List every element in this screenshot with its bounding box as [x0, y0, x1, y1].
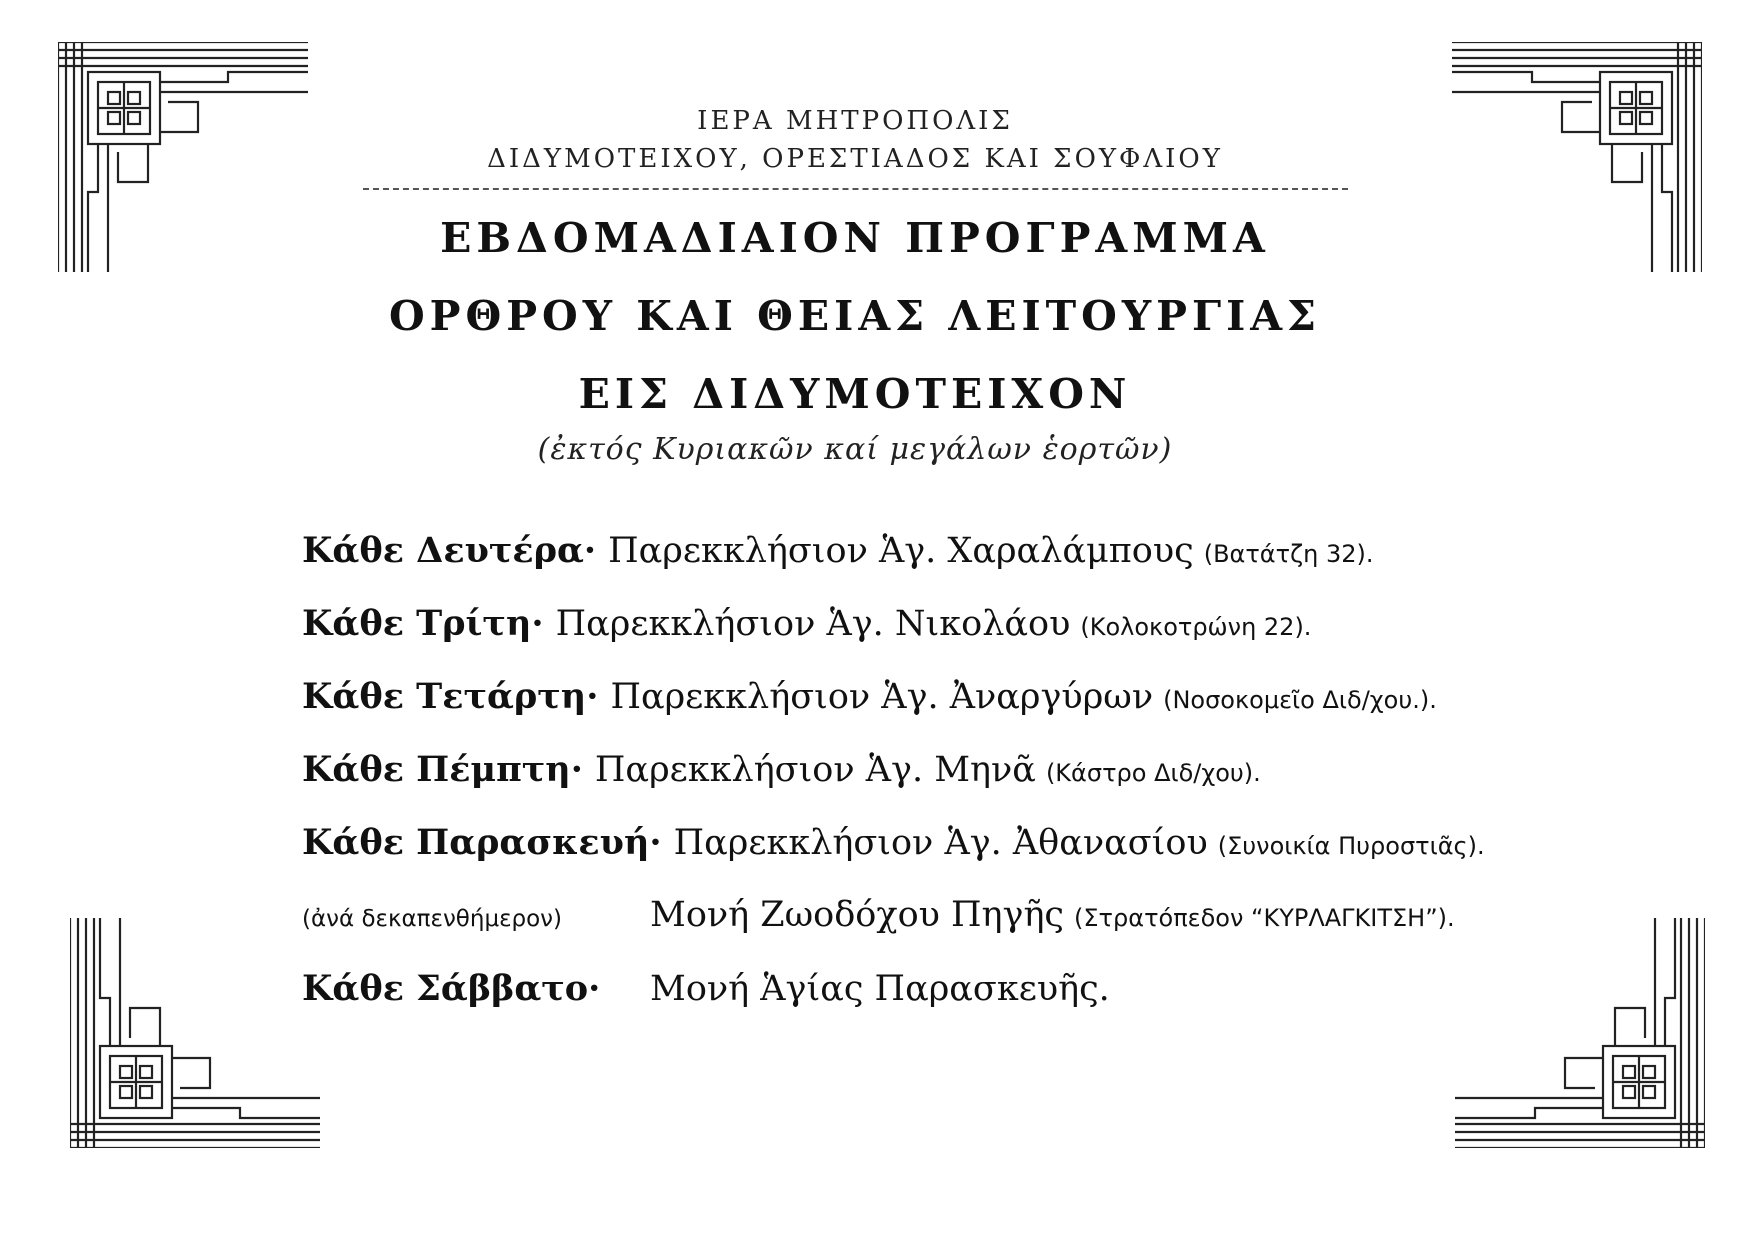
- monastery-name: Μονή Ἁγίας Παρασκευῆς.: [650, 969, 1110, 1009]
- title-line-2: ΟΡΘΡΟΥ ΚΑΙ ΘΕΙΑΣ ΛΕΙΤΟΥΡΓΙΑΣ: [388, 292, 1322, 340]
- address: (Κολοκοτρώνη 22).: [1080, 613, 1312, 641]
- frequency-note: (ἀνά δεκαπενθήμερον): [302, 906, 563, 932]
- dashed-divider: [363, 188, 1348, 190]
- schedule-row-saturday: [302, 968, 1652, 1041]
- address: (Νοσοκομεῖο Διδ/χου.).: [1163, 686, 1437, 714]
- chapel-name: Παρεκκλήσιον Ἁγ. Μηνᾶ: [594, 750, 1036, 790]
- day-label: Κάθε Τρίτη·: [302, 603, 544, 644]
- schedule-row-thursday: [302, 749, 1652, 822]
- chapel-name: Παρεκκλήσιον Ἁγ. Χαραλάμπους: [608, 531, 1194, 571]
- weekly-schedule: [302, 530, 1652, 1041]
- schedule-row-friday: [302, 822, 1652, 895]
- schedule-row-wednesday: [302, 676, 1652, 749]
- day-label: Κάθε Σάββατο·: [302, 968, 601, 1009]
- address: (Στρατόπεδον “ΚΥΡΛΑΓΚΙΤΣΗ”).: [1074, 904, 1455, 932]
- subtitle: (ἐκτός Κυριακῶν καί μεγάλων ἑορτῶν): [537, 432, 1173, 467]
- day-label: Κάθε Παρασκευή·: [302, 822, 662, 863]
- address: (Κάστρο Διδ/χου).: [1045, 759, 1261, 787]
- title-line-1: ΕΒΔΟΜΑΔΙΑΙΟΝ ΠΡΟΓΡΑΜΜΑ: [440, 214, 1270, 262]
- schedule-row-fortnightly: [302, 895, 1652, 968]
- chapel-name: Παρεκκλήσιον Ἁγ. Ἀναργύρων: [610, 677, 1154, 717]
- day-label: Κάθε Πέμπτη·: [302, 749, 583, 790]
- issuer-line-1: ΙΕΡΑ ΜΗΤΡΟΠΟΛΙΣ: [697, 106, 1013, 136]
- chapel-name: Παρεκκλήσιον Ἁγ. Νικολάου: [555, 604, 1071, 644]
- schedule-row-monday: [302, 530, 1652, 603]
- chapel-name: Παρεκκλήσιον Ἁγ. Ἀθανασίου: [673, 823, 1208, 863]
- monastery-name: Μονή Ζωοδόχου Πηγῆς: [650, 895, 1065, 935]
- meander-corner-bottom-left: [70, 918, 320, 1148]
- issuer-line-2: ΔΙΔΥΜΟΤΕΙΧΟΥ, ΟΡΕΣΤΙΑΔΟΣ ΚΑΙ ΣΟΥΦΛΙΟΥ: [487, 144, 1223, 174]
- day-label: Κάθε Τετάρτη·: [302, 676, 599, 717]
- day-label: Κάθε Δευτέρα·: [302, 530, 597, 571]
- schedule-row-tuesday: [302, 603, 1652, 676]
- address: (Βατάτζη 32).: [1203, 540, 1374, 568]
- title-line-3: ΕΙΣ ΔΙΔΥΜΟΤΕΙΧΟΝ: [578, 370, 1132, 418]
- address: (Συνοικία Πυροστιᾶς).: [1217, 832, 1485, 860]
- document-header: [0, 102, 1710, 467]
